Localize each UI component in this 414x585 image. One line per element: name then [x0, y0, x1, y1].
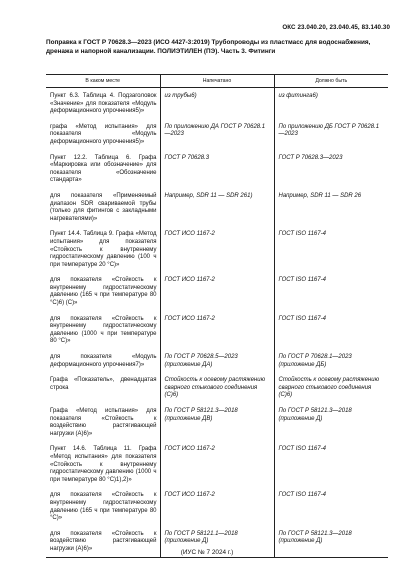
cell-should-be: По приложению ДБ ГОСТ Р 70628.1—2023	[274, 119, 388, 150]
cell-should-be: По ГОСТ Р 58121.3—2018 (приложение Д)	[274, 403, 388, 441]
cell-should-be: ГОСТ Р 70628.3—2023	[274, 150, 388, 188]
column-header-printed: Напечатано	[160, 75, 274, 88]
cell-printed: ГОСТ ИСО 1167-2	[160, 311, 274, 349]
cell-place: для показателя «Модуль деформационного упрочнения7)»	[50, 354, 157, 368]
table-row	[46, 403, 388, 441]
classification-code: ОКС 23.040.20, 23.040.45, 83.140.30	[282, 24, 390, 31]
cell-place: Графа «Метод испытания» для показателя «Стойкость к воздействию растягивающей нагрузки (А)6)»	[50, 408, 157, 437]
cell-printed: Стойкость к осевому растяжению сварного стыкового соединения (С)6)	[160, 372, 274, 403]
table-row	[46, 88, 388, 119]
cell-place: для показателя «Применяемый диапазон SDR свариваемой трубы (только для фитингов с закладными нагревателями)»	[50, 192, 157, 222]
cell-should-be: ГОСТ ISO 1167-4	[274, 311, 388, 349]
table-row	[46, 119, 388, 150]
cell-printed: Например, SDR 11 — SDR 261)	[160, 188, 274, 226]
table-row	[46, 226, 388, 272]
table-row	[46, 441, 388, 487]
cell-place: графа «Метод испытания» для показателя «Модуль деформационного упрочнения5)»	[50, 123, 157, 145]
table-row	[46, 272, 388, 310]
cell-should-be: ГОСТ ISO 1167-4	[274, 487, 388, 525]
cell-place: для показателя «Стойкость к воздействию растягивающей нагрузки (А)6)»	[46, 526, 160, 557]
cell-place: для показателя «Стойкость к внутреннему гидростатическому давлению (165 ч при температуре 80 °С)6) (С)»	[50, 277, 157, 307]
cell-printed: ГОСТ Р 70628.3	[160, 150, 274, 188]
cell-place: Пункт 6.3. Таблица 4. Подзаголовок «Значение» для показателя «Модуль деформационного упрочнения5)»	[50, 93, 157, 115]
cell-should-be: По ГОСТ Р 58121.3—2018 (приложение Д)	[274, 526, 388, 557]
cell-should-be: из фитинга6)	[274, 88, 388, 119]
cell-printed: По приложению ДА ГОСТ Р 70628.1—2023	[160, 119, 274, 150]
cell-should-be: ГОСТ ISO 1167-4	[274, 272, 388, 310]
cell-place: для показателя «Стойкость к внутреннему гидростатическому давлению (165 ч при температуре 80 °С)»	[50, 492, 157, 522]
cell-place: Пункт 12.2. Таблица 6. Графа «Маркировка или обозначение» для показателя «Обозначение стандарта»	[50, 154, 157, 184]
cell-place: Пункт 14.4. Таблица 9. Графа «Метод испытания» для показателя «Стойкость к внутреннему гидростатическому давлению (100 ч при температуре 20 °С)»	[50, 231, 157, 268]
table-header-row	[46, 75, 388, 88]
ius-reference: (ИУС № 7 2024 г.)	[180, 549, 234, 556]
table-row	[46, 150, 388, 188]
cell-place: Графа «Показатель», двенадцатая строка	[50, 377, 157, 391]
cell-printed: По ГОСТ Р 70628.5—2023 (приложение ДА)	[160, 349, 274, 372]
corrections-table	[46, 74, 388, 558]
cell-should-be: ГОСТ ISO 1167-4	[274, 226, 388, 272]
table-row	[46, 372, 388, 403]
cell-should-be: Стойкость к осевому растяжению сварного стыкового соединения (С)6)	[274, 372, 388, 403]
column-header-place: В каком месте	[46, 75, 160, 88]
table-row	[46, 487, 388, 525]
cell-printed: ГОСТ ИСО 1167-2	[160, 226, 274, 272]
cell-printed: По ГОСТ Р 58121.3—2018 (приложение ДВ)	[160, 403, 274, 441]
cell-printed: из трубы6)	[160, 88, 274, 119]
table-row	[46, 311, 388, 349]
table-row	[46, 188, 388, 226]
table-row	[46, 349, 388, 372]
cell-place: Пункт 14.6. Таблица 11. Графа «Метод испытания» для показателя «Стойкость к внутреннему гидростатическому давлению (1000 ч при температуре 80 °С)1),2)»	[50, 446, 157, 483]
cell-printed: ГОСТ ИСО 1167-2	[160, 272, 274, 310]
cell-should-be: По ГОСТ Р 70628.1—2023 (приложение ДБ)	[274, 349, 388, 372]
cell-printed: ГОСТ ИСО 1167-2	[160, 441, 274, 487]
cell-printed: ГОСТ ИСО 1167-2	[160, 487, 274, 525]
cell-place: для показателя «Стойкость к внутреннему гидростатическому давлению (1000 ч при температуре 80 °С)»	[50, 315, 157, 345]
cell-should-be: Например, SDR 11 — SDR 26	[274, 188, 388, 226]
cell-printed: По ГОСТ Р 58121.1—2018 (приложение Д)	[160, 526, 274, 557]
amendment-title: Поправка к ГОСТ Р 70628.3—2023 (ИСО 4427-3:2019) Трубопроводы из пластмасс для водоснабжения, дренажа и напорной канализации. ПОЛИЭТИЛЕН (ПЭ). Часть 3. Фитинги	[46, 39, 371, 55]
column-header-should-be: Должно быть	[274, 75, 388, 88]
cell-should-be: ГОСТ ISO 1167-4	[274, 441, 388, 487]
